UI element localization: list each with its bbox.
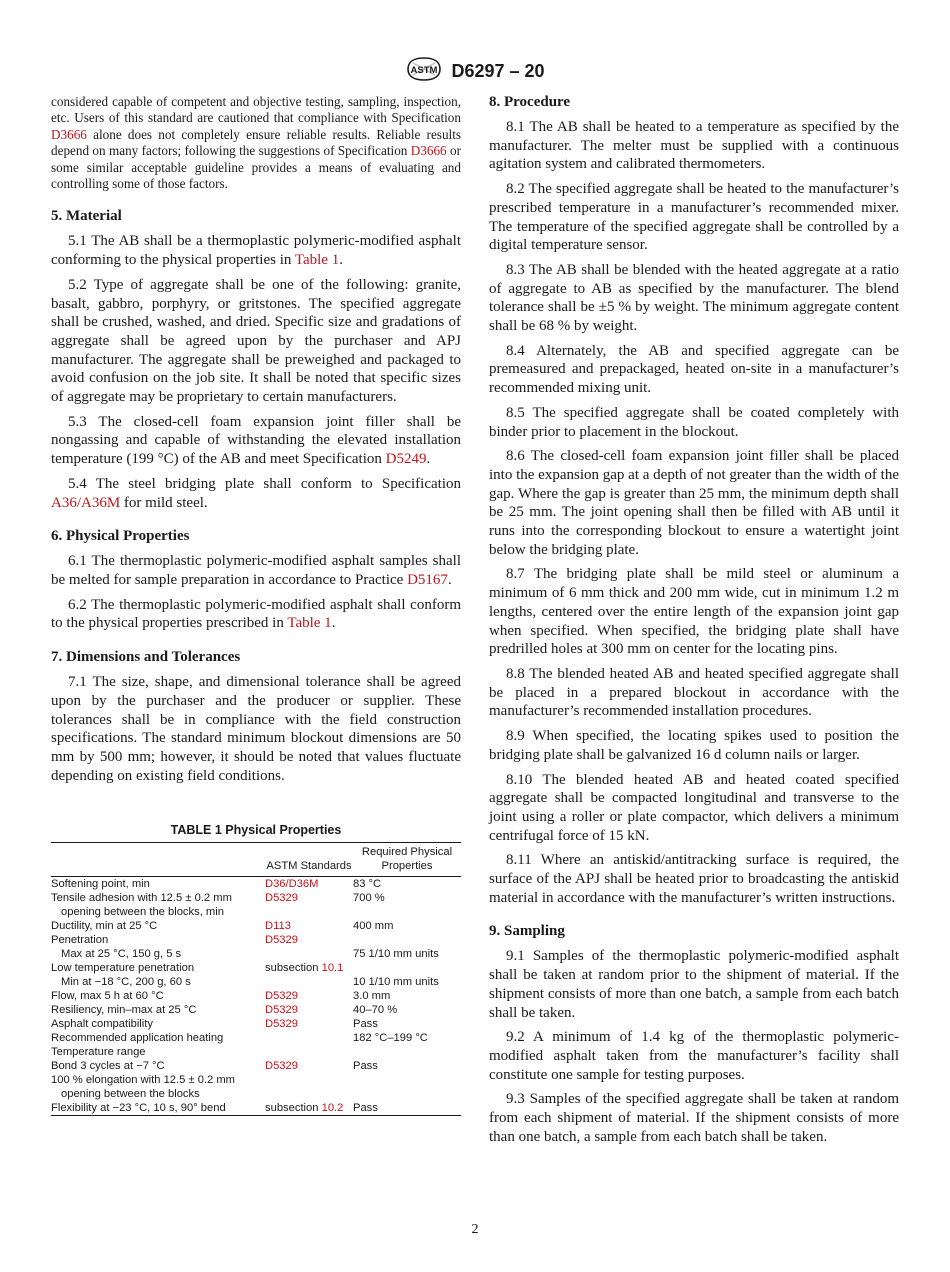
para-8-9: 8.9 When specified, the locating spikes used to position the bridging plate shall be galvanized 16 d column nails or larger. [489,728,899,763]
para-9-1: 9.1 Samples of the thermoplastic polymeric-modified asphalt shall be taken at random prior to the shipment of material. If the shipment consists of more than one batch, a sample from each batch shall be taken. [489,948,899,1021]
svg-text:ASTM: ASTM [410,65,438,76]
cell-property: opening between the blocks [61,1088,200,1101]
para-8-11: 8.11 Where an antiskid/antitracking surface is required, the surface of the APJ shall be heated prior to broadcasting the antiskid material in accordance with the manufacturer’s written instructions. [489,852,899,906]
ref-d5249[interactable]: D5249 [385,451,427,468]
ref-table-1-b[interactable]: Table 1 [287,615,332,632]
section-9-heading: 9. Sampling [489,923,565,940]
para-8-7: 8.7 The bridging plate shall be mild steel or aluminum a minimum of 6 mm thick and 200 mm wide, cut in minimum 1.2 m lengths, centered over the entire length of the expansion joint gap when specified. When specified, the bridging plate shall have predrilled holes at 300 mm on center for the locating pins. [489,566,899,658]
cell-standard [265,947,353,961]
cell-property: Bond 3 cycles at −7 °C [51,1060,165,1073]
cell-required: 10 1/10 mm units [353,976,439,989]
cell-property: Min at −18 °C, 200 g, 60 s [61,976,191,989]
cell-standard[interactable]: D5329 [265,1018,298,1031]
cell-standard [265,1073,353,1087]
table-row [51,1017,461,1031]
cell-required: 83 °C [353,878,382,891]
section-5-heading: 5. Material [51,208,122,225]
para-9-3: 9.3 Samples of the specified aggregate shall be taken at random from each shipment of material. If the shipment consists of more than one batch, a sample from each batch shall be taken. [489,1091,899,1145]
right-column [489,94,899,1152]
table-row [51,989,461,1003]
cell-required [353,1087,461,1101]
ref-d3666[interactable]: D3666 [51,126,87,142]
para-6-2: 6.2 The thermoplastic polymeric-modified asphalt shall conform to the physical properties prescribed in Table 1. [51,596,461,632]
cell-required [353,905,461,919]
physical-properties-table [51,842,461,1116]
table-row [51,1045,461,1059]
para-9-2: 9.2 A minimum of 1.4 kg of the thermoplastic polymeric-modified asphalt taken from the manufacturer’s facility shall constitute one sample for testing purposes. [489,1029,899,1083]
cell-property: Max at 25 °C, 150 g, 5 s [61,948,182,961]
cell-standard [265,975,353,989]
cell-required [353,1073,461,1087]
cell-standard[interactable]: D5329 [265,892,298,905]
page-number: 2 [471,1222,479,1237]
table-row [51,905,461,919]
section-8-heading: 8. Procedure [489,94,571,110]
section-6-heading: 6. Physical Properties [51,528,190,545]
cell-standard [265,1087,353,1101]
para-5-1: 5.1 The AB shall be a thermoplastic polymeric-modified asphalt conforming to the physical properties in Table 1. [51,233,461,269]
cell-standard[interactable]: D113 [265,920,291,933]
ref-a36[interactable]: A36/A36M [51,494,121,511]
table-row [51,975,461,989]
ref-d5167[interactable]: D5167 [407,571,448,588]
table-row [51,891,461,905]
para-8-10: 8.10 The blended heated AB and heated coated specified aggregate shall be compacted longitudinal and transverse to the joint using a roller or plate compactor, which delivers a minimum centrifugal force of 15 kN. [489,771,899,844]
para-8-2: 8.2 The specified aggregate shall be heated to the manufacturer’s prescribed temperature in a manufacturer’s recommended mixer. The temperature of the specified aggregate shall be controlled by a digital temperature sensor. [489,181,899,254]
cell-required [353,1045,461,1059]
table-row [51,1073,461,1087]
cell-required: 75 1/10 mm units [353,948,439,961]
cell-standard [265,905,353,919]
cell-required: Pass [353,1060,378,1073]
table-row [51,1087,461,1101]
cell-required [353,933,461,947]
table-row [51,1101,461,1116]
cell-standard[interactable]: D5329 [265,990,298,1003]
cell-standard [265,1031,353,1045]
cell-standard [265,1045,353,1059]
para-8-8: 8.8 The blended heated AB and heated specified aggregate shall be placed in a prepared blockout in accordance with the manufacturer’s recommended installation procedures. [489,665,899,720]
para-5-2: 5.2 Type of aggregate shall be one of the following: granite, basalt, gabbro, porphyry, or gritstones. The specified aggregate shall be crushed, washed, and dried. Specific size and gradations of aggregate shall be agreed upon by the purchaser and APJ manufacturer. The aggregate shall be preweighed and packaged to avoid confusion on the job site. It shall be noted that specific sizes of aggregate may be proprietary to certain manufacturers. [51,276,461,406]
table-header-property [51,843,265,877]
table-row [51,1003,461,1017]
astm-logo-icon [405,57,443,86]
cell-property: Flow, max 5 h at 60 °C [51,990,164,1003]
cell-standard[interactable]: subsection 10.1 [265,962,344,975]
cell-property: Tensile adhesion with 12.5 ± 0.2 mm [51,892,232,905]
table-header-required: Required Physical Properties [361,846,453,873]
cell-required: Pass [353,1102,378,1115]
cell-property: Softening point, min [51,878,150,891]
ref-d3666-2[interactable]: D3666 [410,143,447,159]
cell-property: Recommended application heating [51,1032,224,1045]
cell-required: 700 % [353,892,385,905]
cell-property: Low temperature penetration [51,962,195,975]
cell-required: 400 mm [353,920,394,933]
cell-required: 182 °C–199 °C [353,1032,428,1045]
page-header [0,57,950,83]
ref-table-1[interactable]: Table 1 [294,252,340,269]
cell-standard[interactable]: D36/D36M [265,878,319,891]
table-row [51,947,461,961]
document-id: D6297 – 20 [451,61,545,81]
cell-property: Penetration [51,934,109,947]
cell-standard[interactable]: subsection 10.2 [265,1102,344,1115]
cell-standard[interactable]: D5329 [265,934,298,947]
cell-required: Pass [353,1018,378,1031]
cell-property: Flexibility at −23 °C, 10 s, 90° bend [51,1102,226,1115]
cell-required: 40–70 % [353,1004,398,1017]
table-header-standards: ASTM Standards [266,860,352,873]
cell-standard[interactable]: D5329 [265,1060,298,1073]
para-5-3: 5.3 The closed-cell foam expansion joint filler shall be nongassing and capable of withstanding the elevated installation temperature (199 °C) of the AB and meet Specification D5249. [51,413,461,468]
table-row [51,877,461,892]
table-row [51,933,461,947]
cell-property: Asphalt compatibility [51,1018,153,1031]
table-body [51,877,461,1116]
section-7-heading: 7. Dimensions and Tolerances [51,649,241,666]
cell-property: opening between the blocks, min [61,906,224,919]
left-column [51,94,461,1116]
cell-property: 100 % elongation with 12.5 ± 0.2 mm [51,1074,236,1087]
table-row [51,961,461,975]
cell-required: 3.0 mm [353,990,391,1003]
cell-required [353,961,461,975]
para-8-4: 8.4 Alternately, the AB and specified aggregate can be premeasured and prepackaged, heated on-site in a manufacturer’s recommended mixing unit. [489,342,899,397]
cell-property: Temperature range [51,1046,146,1059]
cell-property: Ductility, min at 25 °C [51,920,158,933]
para-7-1: 7.1 The size, shape, and dimensional tolerance shall be agreed upon by the purchaser and the producer or supplier. These tolerances shall be in compliance with the field construction specifications. The standard minimum blockout dimensions are 50 mm by 500 mm; however, it should be noted that values fluctuate depending on existing field conditions. [51,674,461,784]
para-6-1: 6.1 The thermoplastic polymeric-modified asphalt samples shall be melted for sample preparation in accordance to Practice D5167. [51,553,461,588]
para-8-1: 8.1 The AB shall be heated to a temperature as specified by the manufacturer. The melter must be supplied with a continuous agitation system and calibrated thermometers. [489,119,899,173]
para-8-3: 8.3 The AB shall be blended with the heated aggregate at a ratio of aggregate to AB as specified by the manufacturer. The blend tolerance shall be ±5 % by weight. The minimum aggregate content shall be 68 % by weight. [489,261,899,335]
para-8-6: 8.6 The closed-cell foam expansion joint filler shall be placed into the expansion gap at a depth of not greater than the width of the gap. Where the gap is greater than 25 mm, the minimum depth shall be 25 mm. The joint opening shall then be filled with AB until it runs into the corresponding blockout to ensure a watertight joint below the bridging plate. [489,448,899,558]
intro-paragraph: considered capable of competent and objective testing, sampling, inspection, etc. Users of this standard are cautioned that compliance with Specification D3666 alone does not completely ensure reliable results. Reliable results depend on many factors; following the suggestions of Specification D3666 or some similar acceptable guideline provides a means of evaluating and controlling some of those factors. [51,94,461,192]
para-5-4: 5.4 The steel bridging plate shall conform to Specification A36/A36M for mild steel. [51,475,461,511]
cell-standard[interactable]: D5329 [265,1004,298,1017]
table-row [51,1059,461,1073]
table-row [51,1031,461,1045]
cell-property: Resiliency, min–max at 25 °C [51,1004,197,1017]
table-row [51,919,461,933]
para-8-5: 8.5 The specified aggregate shall be coated completely with binder prior to placement in the blockout. [489,404,899,440]
table-title: TABLE 1 Physical Properties [170,823,342,838]
